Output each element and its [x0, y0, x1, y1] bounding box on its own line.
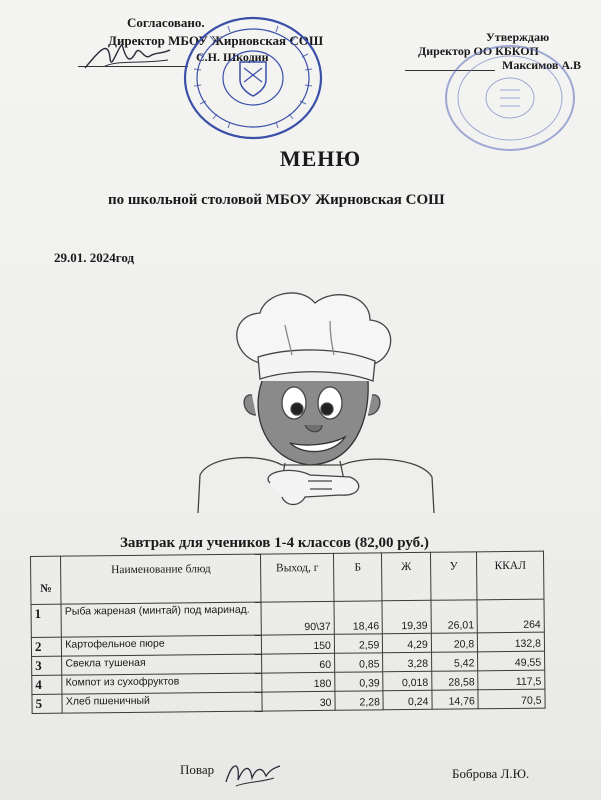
table-row	[31, 599, 544, 637]
dish-fat: 4,29	[383, 633, 432, 653]
row-number: 4	[32, 675, 62, 694]
dish-kcal: 49,55	[478, 651, 545, 671]
dish-carbs: 20,8	[431, 633, 478, 652]
row-number: 3	[32, 656, 62, 675]
dish-carbs: 26,01	[431, 600, 478, 633]
dish-kcal: 132,8	[478, 632, 545, 652]
column-header-name: Наименование блюд	[61, 554, 261, 604]
dish-yield: 30	[262, 691, 335, 711]
cook-name: Боброва Л.Ю.	[452, 766, 530, 781]
approve-name: Максимов А.В	[502, 58, 582, 72]
dish-fat: 19,39	[382, 600, 431, 634]
page-subtitle: по школьной столовой МБОУ Жирновская СОШ	[108, 192, 445, 208]
dish-fat: 3,28	[383, 652, 432, 672]
column-header-protein: Б	[333, 553, 382, 602]
dish-carbs: 28,58	[432, 671, 479, 690]
cook-label: Повар	[180, 762, 215, 777]
school-seal-icon	[178, 14, 328, 142]
dish-protein: 2,59	[334, 634, 383, 654]
dish-fat: 0,24	[383, 690, 432, 710]
dish-name: Рыба жареная (минтай) под маринад.	[61, 602, 261, 637]
dish-name: Свекла тушеная	[62, 654, 262, 675]
dish-yield: 150	[262, 634, 335, 654]
meal-title: Завтрак для учеников 1-4 классов (82,00 руб.)	[120, 535, 429, 551]
dish-carbs: 5,42	[431, 652, 478, 671]
page-title: МЕНЮ	[279, 146, 362, 171]
cook-signature-icon	[222, 752, 282, 792]
dish-protein: 0,85	[334, 653, 383, 673]
row-number: 2	[31, 637, 61, 656]
dish-protein: 0,39	[335, 672, 384, 692]
agreed-role: Директор МБОУ Жирновская СОШ	[108, 33, 324, 48]
dish-protein: 2,28	[335, 691, 384, 711]
menu-table	[30, 551, 546, 714]
chef-illustration-icon	[190, 285, 440, 515]
agreed-label: Согласовано.	[127, 15, 205, 30]
dish-yield: 90\37	[261, 601, 334, 635]
dish-yield: 60	[262, 653, 335, 673]
column-header-carbs: У	[430, 552, 477, 600]
row-number: 5	[32, 694, 62, 713]
approve-role: Директор ОО КБКОП	[418, 44, 539, 58]
column-header-yield: Выход, г	[261, 553, 334, 602]
dish-kcal: 117,5	[478, 670, 545, 690]
signature-left-icon	[80, 30, 175, 80]
dish-carbs: 14,76	[432, 690, 479, 709]
dish-name: Картофельное пюре	[62, 635, 262, 656]
dish-kcal: 264	[477, 599, 544, 633]
column-header-number: №	[31, 556, 62, 604]
organization-seal-icon	[440, 42, 580, 154]
dish-yield: 180	[262, 672, 335, 692]
dish-fat: 0,018	[383, 671, 432, 691]
dish-protein: 18,46	[334, 601, 383, 635]
row-number: 1	[31, 604, 62, 637]
dish-name: Компот из сухофруктов	[62, 673, 262, 694]
column-header-kcal: ККАЛ	[477, 551, 544, 600]
dish-name: Хлеб пшеничный	[62, 692, 262, 713]
dish-kcal: 70,5	[478, 689, 545, 709]
column-header-fat: Ж	[382, 552, 431, 601]
table-header-row	[31, 551, 544, 604]
agreed-name: С.Н. Шкодин	[196, 50, 269, 64]
approve-label: Утверждаю	[486, 30, 550, 44]
table-row	[32, 689, 545, 713]
menu-date: 29.01. 2024год	[54, 250, 135, 265]
